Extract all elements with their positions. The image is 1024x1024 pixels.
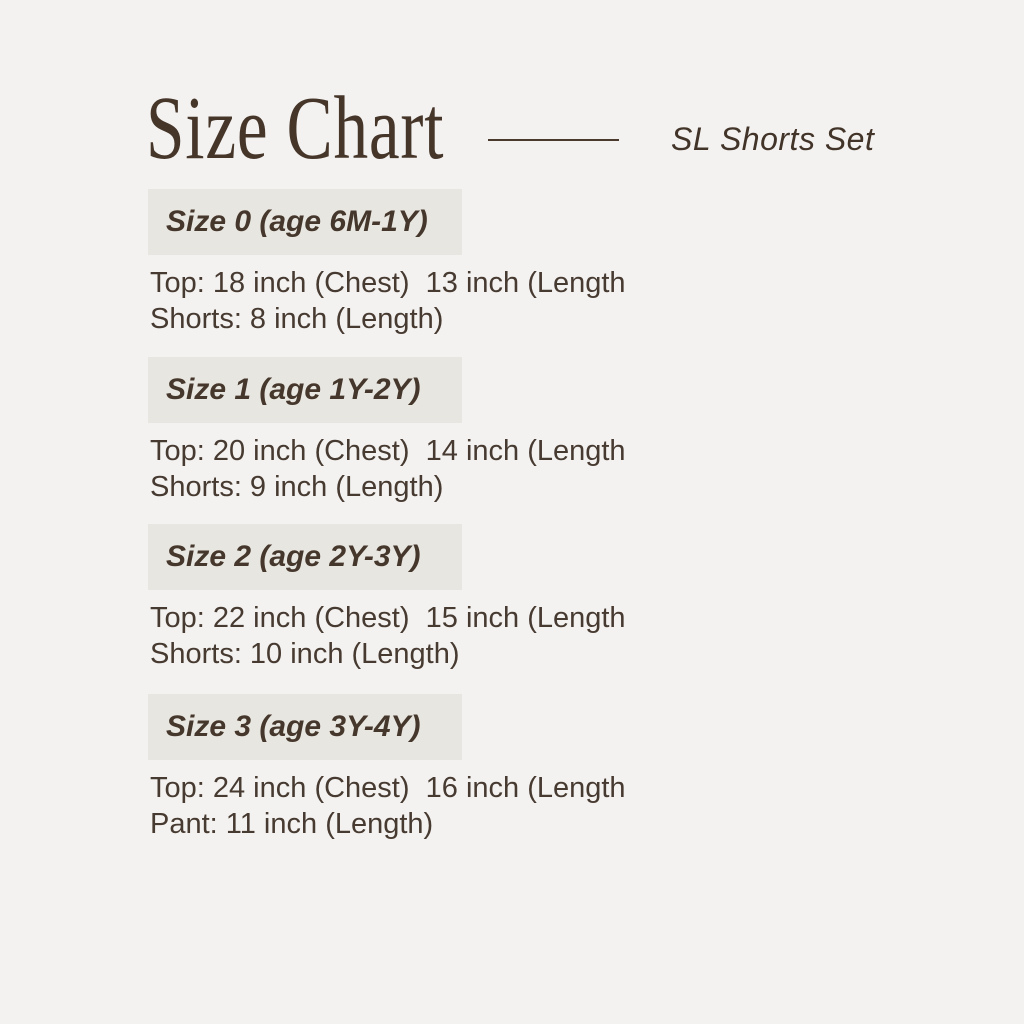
measurements	[148, 265, 708, 337]
size-label: Size 3 (age 3Y-4Y)	[166, 710, 421, 743]
size-section-3	[148, 694, 708, 842]
measurements	[148, 770, 708, 842]
bottom-measurements: Shorts: 10 inch (Length)	[150, 638, 460, 670]
measurements	[148, 600, 708, 672]
size-label: Size 2 (age 2Y-3Y)	[166, 540, 421, 573]
size-section-2	[148, 524, 708, 672]
size-label-badge	[148, 694, 462, 760]
top-measurements: Top: 18 inch (Chest) 13 inch (Length	[150, 267, 626, 299]
product-name: SL Shorts Set	[671, 121, 875, 157]
top-measurements: Top: 22 inch (Chest) 15 inch (Length	[150, 602, 626, 634]
top-measurements: Top: 24 inch (Chest) 16 inch (Length	[150, 772, 626, 804]
bottom-measurements: Pant: 11 inch (Length)	[150, 808, 434, 840]
bottom-measurements: Shorts: 8 inch (Length)	[150, 303, 444, 335]
bottom-measurements: Shorts: 9 inch (Length)	[150, 471, 444, 503]
size-section-1	[148, 357, 708, 505]
size-section-0	[148, 189, 708, 337]
size-label-badge	[148, 189, 462, 255]
size-label: Size 1 (age 1Y-2Y)	[166, 373, 421, 406]
size-label: Size 0 (age 6M-1Y)	[166, 205, 428, 238]
measurements	[148, 433, 708, 505]
top-measurements: Top: 20 inch (Chest) 14 inch (Length	[150, 435, 626, 467]
title-divider-line	[488, 139, 619, 141]
size-label-badge	[148, 357, 462, 423]
size-label-badge	[148, 524, 462, 590]
page-title: Size Chart	[146, 79, 445, 178]
